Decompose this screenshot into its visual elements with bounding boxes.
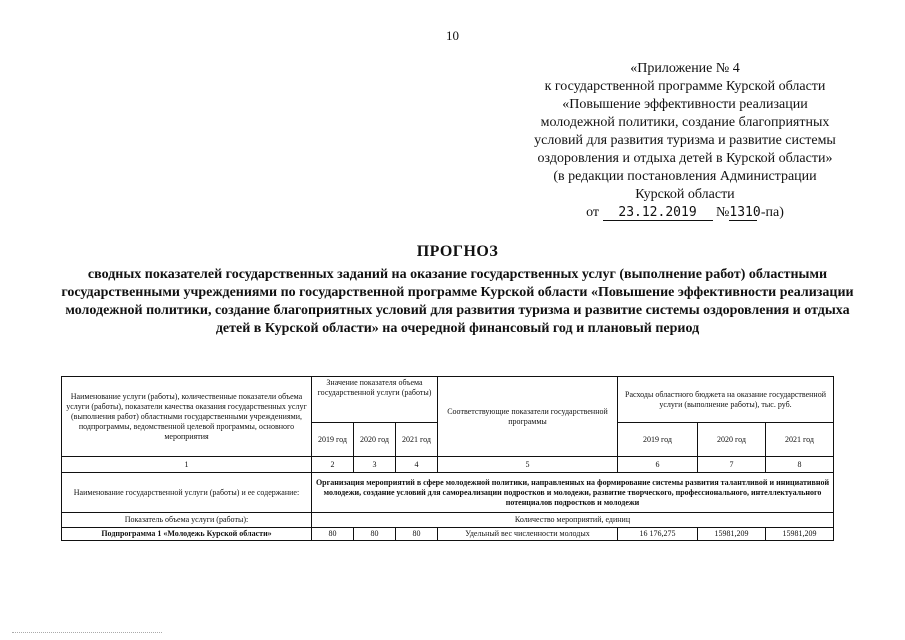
- order-suffix: -па): [760, 205, 784, 220]
- order-number: 1310: [729, 205, 761, 220]
- appendix-line: к государственной программе Курской области: [544, 79, 826, 94]
- document-title: ПРОГНОЗ: [416, 243, 499, 260]
- subprogram-volume-2020: 80: [354, 528, 396, 541]
- appendix-line: Курской области: [635, 187, 735, 202]
- header-expenses: Расходы областного бюджета на оказание государственной услуги (выполнение работы), тыс. руб.: [618, 377, 834, 423]
- forecast-table: [61, 376, 834, 541]
- subprogram-expense-2019: 16 176,275: [618, 528, 698, 541]
- appendix-line: оздоровления и отдыха детей в Курской области»: [537, 151, 833, 166]
- appendix-line: условий для развития туризма и развитие системы: [534, 133, 836, 148]
- appendix-line: (в редакции постановления Администрации: [553, 169, 817, 184]
- order-date: 23.12.2019: [603, 206, 713, 221]
- service-name-label: Наименование государственной услуги (работы) и ее содержание:: [62, 473, 312, 513]
- subprogram-volume-2019: 80: [312, 528, 354, 541]
- header-volume-year: 2019 год: [312, 423, 354, 457]
- header-indicators: Соответствующие показатели государственной программы: [438, 377, 618, 457]
- subprogram-volume-2021: 80: [396, 528, 438, 541]
- appendix-line: молодежной политики, создание благоприятных: [540, 115, 830, 130]
- column-number: 5: [438, 457, 618, 473]
- subprogram-indicator: Удельный вес численности молодых: [438, 528, 618, 541]
- column-number: 4: [396, 457, 438, 473]
- header-expenses-year: 2020 год: [698, 423, 766, 457]
- subprogram-expense-2021: 15981,209: [766, 528, 834, 541]
- column-number: 2: [312, 457, 354, 473]
- document-subtitle: сводных показателей государственных заданий на оказание государственных услуг (выполнение работ) областными государственными учреждениями по государственной программе Курской области «Повышение эффективности реализации молодежной политики, создание благоприятных условий для развития туризма и развитие системы оздоровления и отдыха детей в Курской области» на очередной финансовый год и плановый период: [61, 267, 854, 336]
- order-prefix: от: [586, 205, 600, 220]
- column-number: 8: [766, 457, 834, 473]
- header-volume-year: 2021 год: [396, 423, 438, 457]
- column-number: 7: [698, 457, 766, 473]
- column-number: 3: [354, 457, 396, 473]
- appendix-block: [470, 60, 900, 222]
- column-number: 1: [62, 457, 312, 473]
- order-number-prefix: №: [716, 205, 730, 220]
- scan-artifact: [12, 632, 162, 634]
- subprogram-expense-2020: 15981,209: [698, 528, 766, 541]
- header-service-name: Наименование услуги (работы), количественные показатели объема услуги (работы), показатели качества оказания государственных услуг (выполнения работ) областными государственными учреждениями, подпрограммы, ведомственной целевой программы, основного мероприятия: [62, 377, 312, 457]
- header-expenses-year: 2019 год: [618, 423, 698, 457]
- page-number: 10: [446, 28, 459, 43]
- document-heading: [60, 243, 855, 338]
- appendix-line: «Приложение № 4: [630, 61, 740, 76]
- column-number: 6: [618, 457, 698, 473]
- header-volume-year: 2020 год: [354, 423, 396, 457]
- appendix-line: «Повышение эффективности реализации: [562, 97, 808, 112]
- service-name-value: Организация мероприятий в сфере молодежной политики, направленных на формирование системы развития талантливой и инициативной молодежи, создание условий для самореализации подростков и молодежи, развитие творческого, профессионального, интеллектуального потенциалов подростков и молодежи: [312, 473, 834, 513]
- subprogram-name: Подпрограмма 1 «Молодежь Курской области»: [62, 528, 312, 541]
- volume-indicator-value: Количество мероприятий, единиц: [312, 513, 834, 528]
- order-reference: [470, 204, 900, 222]
- header-volume: Значение показателя объема государственной услуги (работы): [312, 377, 438, 423]
- header-expenses-year: 2021 год: [766, 423, 834, 457]
- volume-indicator-label: Показатель объема услуги (работы):: [62, 513, 312, 528]
